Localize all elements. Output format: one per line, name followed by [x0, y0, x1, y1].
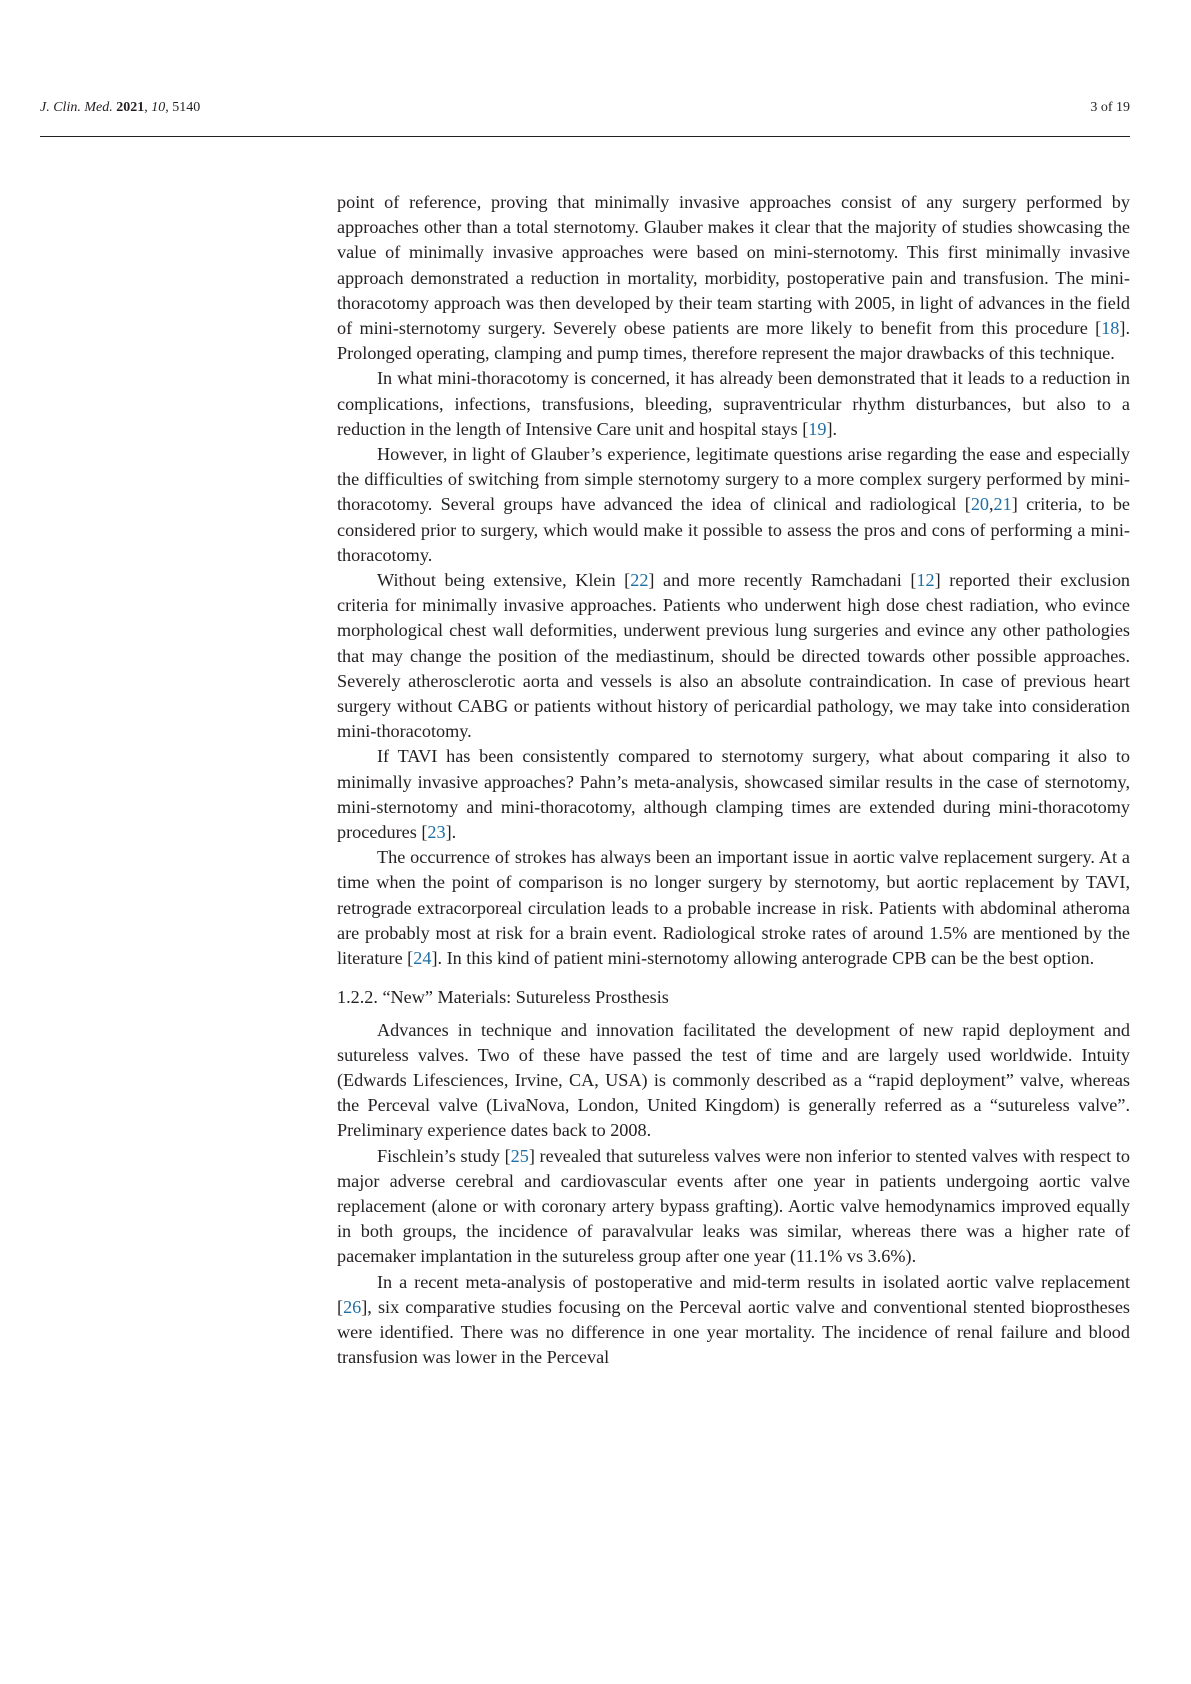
text-run: ,	[989, 494, 994, 515]
text-run: ], six comparative studies focusing on the Perceval aortic valve and conventional stented bioprostheses were identified. There was no difference in one year mortality. The incidence of renal failure and blood transfusion was lower in the Perceval	[337, 1296, 1130, 1368]
citation-link[interactable]: 22	[630, 570, 649, 591]
paragraph	[337, 744, 1130, 845]
paragraph	[337, 1018, 1130, 1144]
journal-name: J. Clin. Med.	[40, 100, 113, 115]
citation-link[interactable]: 21	[993, 494, 1012, 515]
citation-link[interactable]: 18	[1101, 318, 1120, 339]
paragraph	[337, 190, 1130, 366]
citation-link[interactable]: 25	[510, 1145, 529, 1166]
citation-link[interactable]: 12	[916, 570, 935, 591]
citation-link[interactable]: 24	[413, 948, 432, 969]
text-run: ] revealed that sutureless valves were non inferior to stented valves with respect to major adverse cerebral and cardiovascular events after one year in patients undergoing aortic valve replacement (alone or with coronary artery bypass grafting). Aortic valve hemodynamics improved equally in both groups, the incidence of paravalvular leaks was similar, whereas there was a higher rate of pacemaker implantation in the sutureless group after one year (11.1% vs 3.6%).	[337, 1145, 1130, 1267]
paragraph	[337, 1270, 1130, 1371]
journal-year: 2021	[116, 100, 145, 115]
text-run: 1.2.2. “New” Materials: Sutureless Prosthesis	[337, 987, 669, 1008]
text-run: ] criteria, to be considered prior to surgery, which would make it possible to assess the pros and cons of performing a mini-thoracotomy.	[337, 494, 1130, 565]
article-body	[337, 190, 1130, 1370]
text-run: In a recent meta-analysis of postoperative and mid-term results in isolated aortic valve replacement [	[337, 1271, 1130, 1317]
paragraph	[337, 845, 1130, 971]
text-run: Advances in technique and innovation facilitated the development of new rapid deployment and sutureless valves. Two of these have passed the test of time and are largely used worldwide. Intuity (Edwards Lifesciences, Irvine, CA, USA) is commonly described as a “rapid deployment” valve, whereas the Perceval valve (LivaNova, London, United Kingdom) is generally referred as a “sutureless valve”. Preliminary experience dates back to 2008.	[337, 1019, 1130, 1141]
text-run: ] reported their exclusion criteria for minimally invasive approaches. Patients who underwent high dose chest radiation, who evince morphological chest wall deformities, underwent previous lung surgeries and evince any other pathologies that may change the position of the mediastinum, should be directed towards other possible approaches. Severely atherosclerotic aorta and vessels is also an absolute contraindication. In case of previous heart surgery without CABG or patients without history of pericardial pathology, we may take into consideration mini-thoracotomy.	[337, 570, 1131, 742]
text-run: If TAVI has been consistently compared to sternotomy surgery, what about comparing it also to minimally invasive approaches? Pahn’s meta-analysis, showcased similar results in the case of sternotomy, mini-sternotomy and mini-thoracotomy, although clamping times are extended during mini-thoracotomy procedures [	[337, 746, 1130, 843]
journal-volume: 10	[151, 100, 166, 115]
journal-citation: J. Clin. Med. 2021, 10, 5140	[40, 100, 201, 115]
text-run: ] and more recently Ramchadani [	[648, 570, 917, 591]
article-number: 5140	[172, 100, 201, 115]
text-run: ]. In this kind of patient mini-sternotomy allowing anterograde CPB can be the best option.	[431, 948, 1095, 969]
citation-link[interactable]: 23	[427, 822, 446, 843]
running-header	[40, 100, 1130, 124]
paragraph	[337, 568, 1130, 744]
citation-link[interactable]: 26	[343, 1296, 362, 1317]
citation-link[interactable]: 20	[970, 494, 989, 515]
text-run: In what mini-thoracotomy is concerned, it has already been demonstrated that it leads to a reduction in complications, infections, transfusions, bleeding, supraventricular rhythm disturbances, but also to a reduction in the length of Intensive Care unit and hospital stays [	[337, 368, 1130, 439]
text-run: ].	[826, 418, 838, 439]
text-run: ].	[445, 822, 457, 843]
text-run: Fischlein’s study [	[377, 1145, 511, 1166]
paragraph	[337, 1144, 1130, 1270]
text-run: However, in light of Glauber’s experience, legitimate questions arise regarding the ease and especially the difficulties of switching from simple sternotomy surgery to a more complex surgery performed by mini-thoracotomy. Several groups have advanced the idea of clinical and radiological [	[337, 444, 1130, 515]
citation-link[interactable]: 19	[808, 418, 827, 439]
paragraph	[337, 442, 1130, 568]
text-run: point of reference, proving that minimally invasive approaches consist of any surgery performed by approaches other than a total sternotomy. Glauber makes it clear that the majority of studies showcasing the value of minimally invasive approaches were based on mini-sternotomy. This first minimally invasive approach demonstrated a reduction in mortality, morbidity, postoperative pain and transfusion. The mini-thoracotomy approach was then developed by their team starting with 2005, in light of advances in the field of mini-sternotomy surgery. Severely obese patients are more likely to benefit from this procedure [	[337, 192, 1130, 339]
page-number: 3 of 19	[1090, 100, 1130, 115]
header-rule	[40, 136, 1130, 137]
text-run: Without being extensive, Klein [	[377, 570, 631, 591]
section-heading	[337, 985, 1130, 1010]
text-run: ]. Prolonged operating, clamping and pump times, therefore represent the major drawbacks of this technique.	[337, 318, 1130, 364]
text-run: The occurrence of strokes has always been an important issue in aortic valve replacement surgery. At a time when the point of comparison is no longer surgery by sternotomy, but aortic replacement by TAVI, retrograde extracorporeal circulation leads to a probable increase in risk. Patients with abdominal atheroma are probably most at risk for a brain event. Radiological stroke rates of around 1.5% are mentioned by the literature [	[337, 847, 1130, 969]
paragraph	[337, 366, 1130, 442]
